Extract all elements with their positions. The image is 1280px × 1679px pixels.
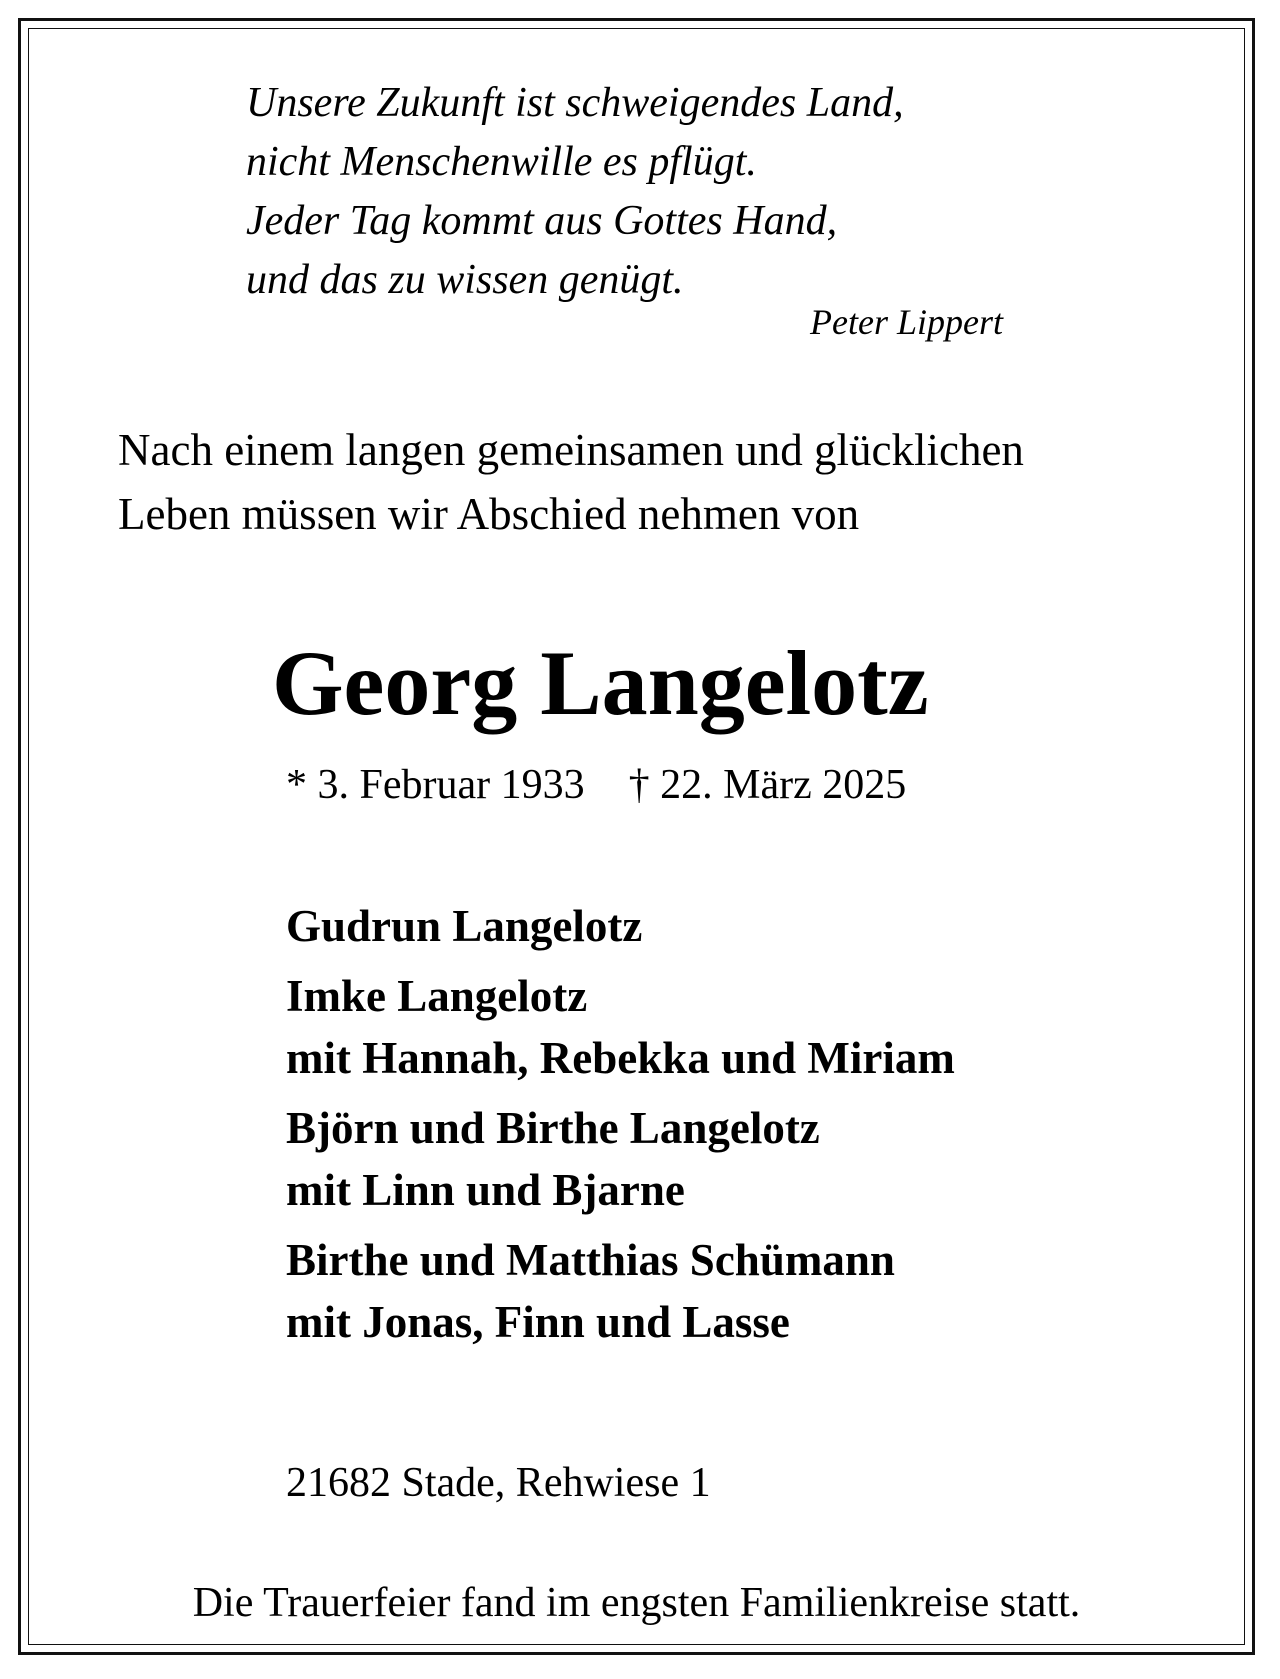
intro-line: Leben müssen wir Abschied nehmen von [118,489,860,539]
mourner-line: mit Hannah, Rebekka und Miriam [286,1033,955,1083]
intro-line: Nach einem langen gemeinsamen und glücklichen [118,425,1024,475]
mourner-group [286,965,955,1089]
mourner-line: Birthe und Matthias Schümann [286,1235,895,1285]
death-date: † 22. März 2025 [628,762,907,808]
mourners-list [286,895,955,1361]
funeral-notice: Die Trauerfeier fand im engsten Familienkreise statt. [192,1580,1081,1626]
mourner-line: Björn und Birthe Langelotz [286,1103,820,1153]
life-dates [286,757,906,813]
mourner-group [286,1229,955,1353]
mourner-line: mit Linn und Bjarne [286,1165,685,1215]
intro-text [118,418,1024,546]
birth-date: * 3. Februar 1933 [286,762,585,808]
address: 21682 Stade, Rehwiese 1 [286,1460,711,1506]
mourner-line: mit Jonas, Finn und Lasse [286,1297,790,1347]
poem-line: Jeder Tag kommt aus Gottes Hand, [246,198,838,244]
mourner-group [286,1097,955,1221]
poem-line: Unsere Zukunft ist schweigendes Land, [246,80,904,126]
deceased-name: Georg Langelotz [272,632,929,734]
mourner-line: Imke Langelotz [286,971,588,1021]
poem-line: und das zu wissen genügt. [246,257,684,303]
poem [246,74,1066,310]
mourner-line: Gudrun Langelotz [286,901,643,951]
poem-line: nicht Menschenwille es pflügt. [246,139,757,185]
mourner-group [286,895,955,957]
poem-author: Peter Lippert [810,302,1003,342]
